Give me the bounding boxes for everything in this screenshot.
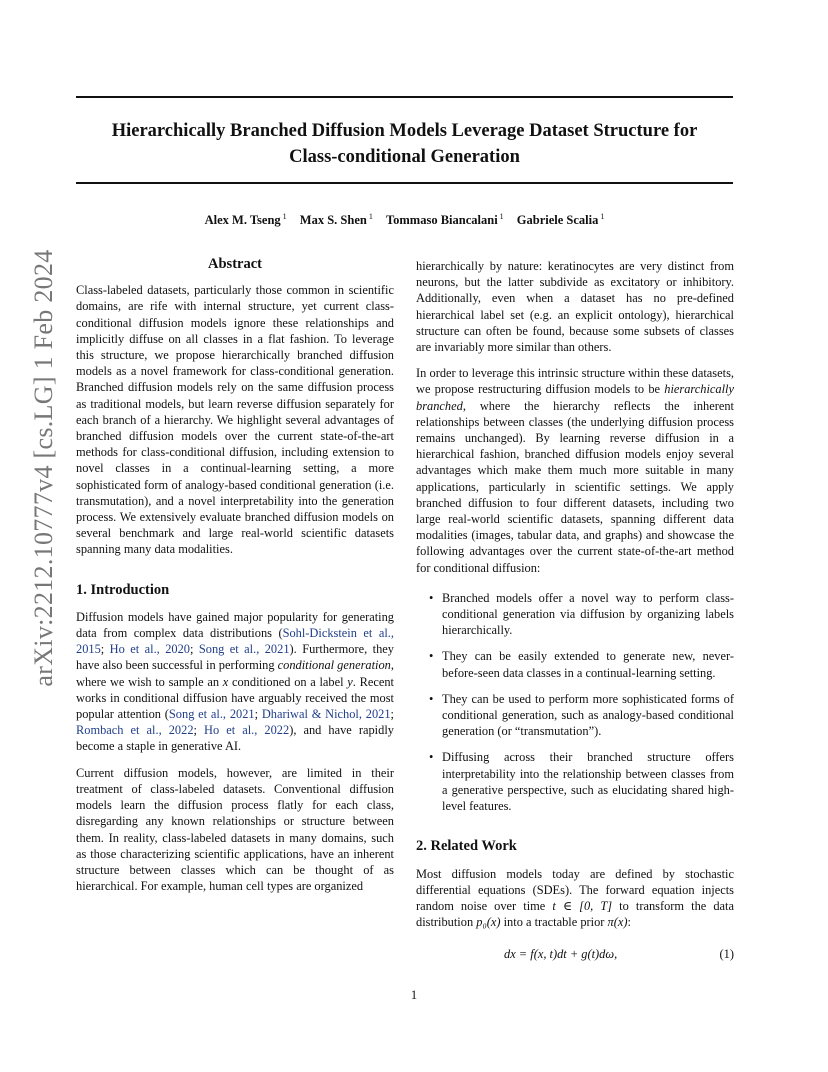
abstract-text: Class-labeled datasets, particularly those common in scientific domains, are rife with internal structure, yet current class-conditional diffusion models ignore these relationships and implicitly diffuse on all classes in a flat fashion. To leverage this structure, we propose hierarchically branched diffusion models as a novel framework for class-conditional generation. Branched diffusion models rely on the same diffusion process as traditional models, but learn reverse diffusion separately for each branch of a hierarchy. We highlight several advantages of branched diffusion models over the current state-of-the-art methods for class-conditional diffusion, including extension to novel classes in a continual-learning setting, a more sophisticated form of analogy-based conditional generation (i.e. transmutation), and a novel interpretability into the generation process. We extensively evaluate branched diffusion models on several benchmark and large real-world scientific datasets spanning many data modalities. [76,283,394,557]
text-run: : [627,915,631,930]
text-run: Diffusion models have gained major popularity for generating data from complex data distributions ( [76,609,394,641]
advantages-list [416,590,734,814]
affiliation-mark: 1 [499,212,504,221]
intro-paragraph-1 [76,609,394,755]
right-column [416,258,734,966]
right-paragraph-2 [416,365,734,576]
author-list [76,212,733,228]
text-run: into a tractable prior [500,915,608,930]
intro-heading: 1. Introduction [76,581,170,598]
text-run: , where we wish to sample an [76,658,394,689]
left-column [76,256,394,904]
text-run: ). Furthermore, they have also been successful in performing [76,642,394,673]
author-name: Max S. Shen [299,213,367,228]
intro-paragraph-2: Current diffusion models, however, are limited in their treatment of class-labeled datasets. Conventional diffusion models learn the diffusion process flatly for each class, disregarding any known relationships or structure between them. In reality, class-labeled datasets in many domains, such as those characterizing scientific applications, have an inherent structure between classes which can be thought of as hierarchical. For example, human cell types are organized [76,765,394,894]
author-name: Tommaso Biancalani [385,213,498,228]
list-item: • They can be used to perform more sophisticated forms of conditional generation, such as analogy-based conditional generation (or “transmutation”). [442,691,734,740]
text-run: ; [254,707,262,722]
equation-number: (1) [719,947,734,962]
author [300,213,373,227]
equation [416,946,734,966]
author [517,213,605,227]
right-paragraph-1: hierarchically by nature: keratinocytes are very distinct from neurons, but the latter subdivide as excitatory or inhibitory. Additionally, even when a dataset has no pre-defined hierarchical label set (e.g. an explicit ontology), hierarchical structure can often be found, because some subsets of classes are invariably more similar than others. [416,259,734,355]
citation-link[interactable]: Ho et al., 2020 [109,642,190,657]
list-item: • They can be easily extended to generate new, never-before-seen data classes in a continual-learning setting. [442,648,734,680]
page-number: 1 [410,988,418,1002]
math-variable: x [222,674,229,689]
affiliation-mark: 1 [282,212,287,221]
author-name: Gabriele Scalia [516,213,599,228]
list-item: • Branched models offer a novel way to perform class-conditional generation via diffusion by organizing labels hierarchically. [442,590,734,639]
citation-link[interactable]: Song et al., 2021 [168,707,255,722]
title-rule-bottom [76,182,733,184]
text-run: ; [189,642,199,657]
author-name: Alex M. Tseng [204,213,281,228]
text-run: In order to leverage this intrinsic structure within these datasets, we propose restructuring diffusion models to be [416,366,734,397]
abstract-heading: Abstract [208,256,262,272]
text-run: ; [100,642,110,657]
text-run: conditioned on a label [228,674,348,689]
text-run: ; [193,723,205,738]
author [386,213,504,227]
math-variable: y [347,674,353,689]
equation-body: dx = f(x, t)dt + g(t)dω, [504,947,618,962]
affiliation-mark: 1 [368,212,373,221]
citation-link[interactable]: Song et al., 2021 [198,642,290,657]
math-inline: t ∈ [0, T] [552,898,613,913]
citation-link[interactable]: Ho et al., 2022 [204,723,290,738]
math-inline: p₀(x) [476,915,501,930]
emphasis: hierarchically branched [416,382,734,413]
text-run: ), and have rapidly become a staple in generative AI. [76,723,394,754]
citation-link[interactable]: Rombach et al., 2022 [76,723,194,738]
text-run: to transform the data distribution [416,898,734,930]
arxiv-stamp-text: arXiv:2212.10777v4 [cs.LG] 1 Feb 2024 [29,249,58,687]
title-line-2: Class-conditional Generation [289,147,520,167]
list-item: • Diffusing across their branched structure offers interpretability into the relationship between classes from a generative perspective, such as elucidating shared high-level features. [442,749,734,814]
author [205,213,287,227]
title-line-1: Hierarchically Branched Diffusion Models Leverage Dataset Structure for [111,121,698,141]
related-work-heading: 2. Related Work [416,838,517,855]
citation-link[interactable]: Dhariwal & Nichol, 2021 [261,707,391,722]
math-inline: π(x) [607,915,628,930]
text-run: . Recent works in conditional diffusion have arguably received the most popular attention ( [76,674,394,722]
text-run: , where the hierarchy reflects the inherent relationships between classes (the underlying diffusion process remains unchanged). By learning reverse diffusion in a hierarchical fashion, branched diffusion models enjoy several advantages which make them much more suitable in many applications, particularly in scientific settings. We apply branched diffusion to four different datasets, including two large real-world scientific datasets, spanning different data modalities (images, tabular data, and graphs) and showcase the following advantages over the current state-of-the-art method for conditional diffusion: [416,398,734,575]
emphasis: conditional generation [277,658,391,673]
text-run: Most diffusion models today are defined by stochastic differential equations (SDEs). The forward equation injects random noise over time [416,866,734,913]
citation-link[interactable]: Sohl-Dickstein et al., 2015 [76,626,394,657]
title-rule-top [76,96,733,98]
affiliation-mark: 1 [600,212,605,221]
paper-title [76,118,733,170]
related-paragraph-1 [416,866,734,931]
text-run: ; [390,707,394,722]
